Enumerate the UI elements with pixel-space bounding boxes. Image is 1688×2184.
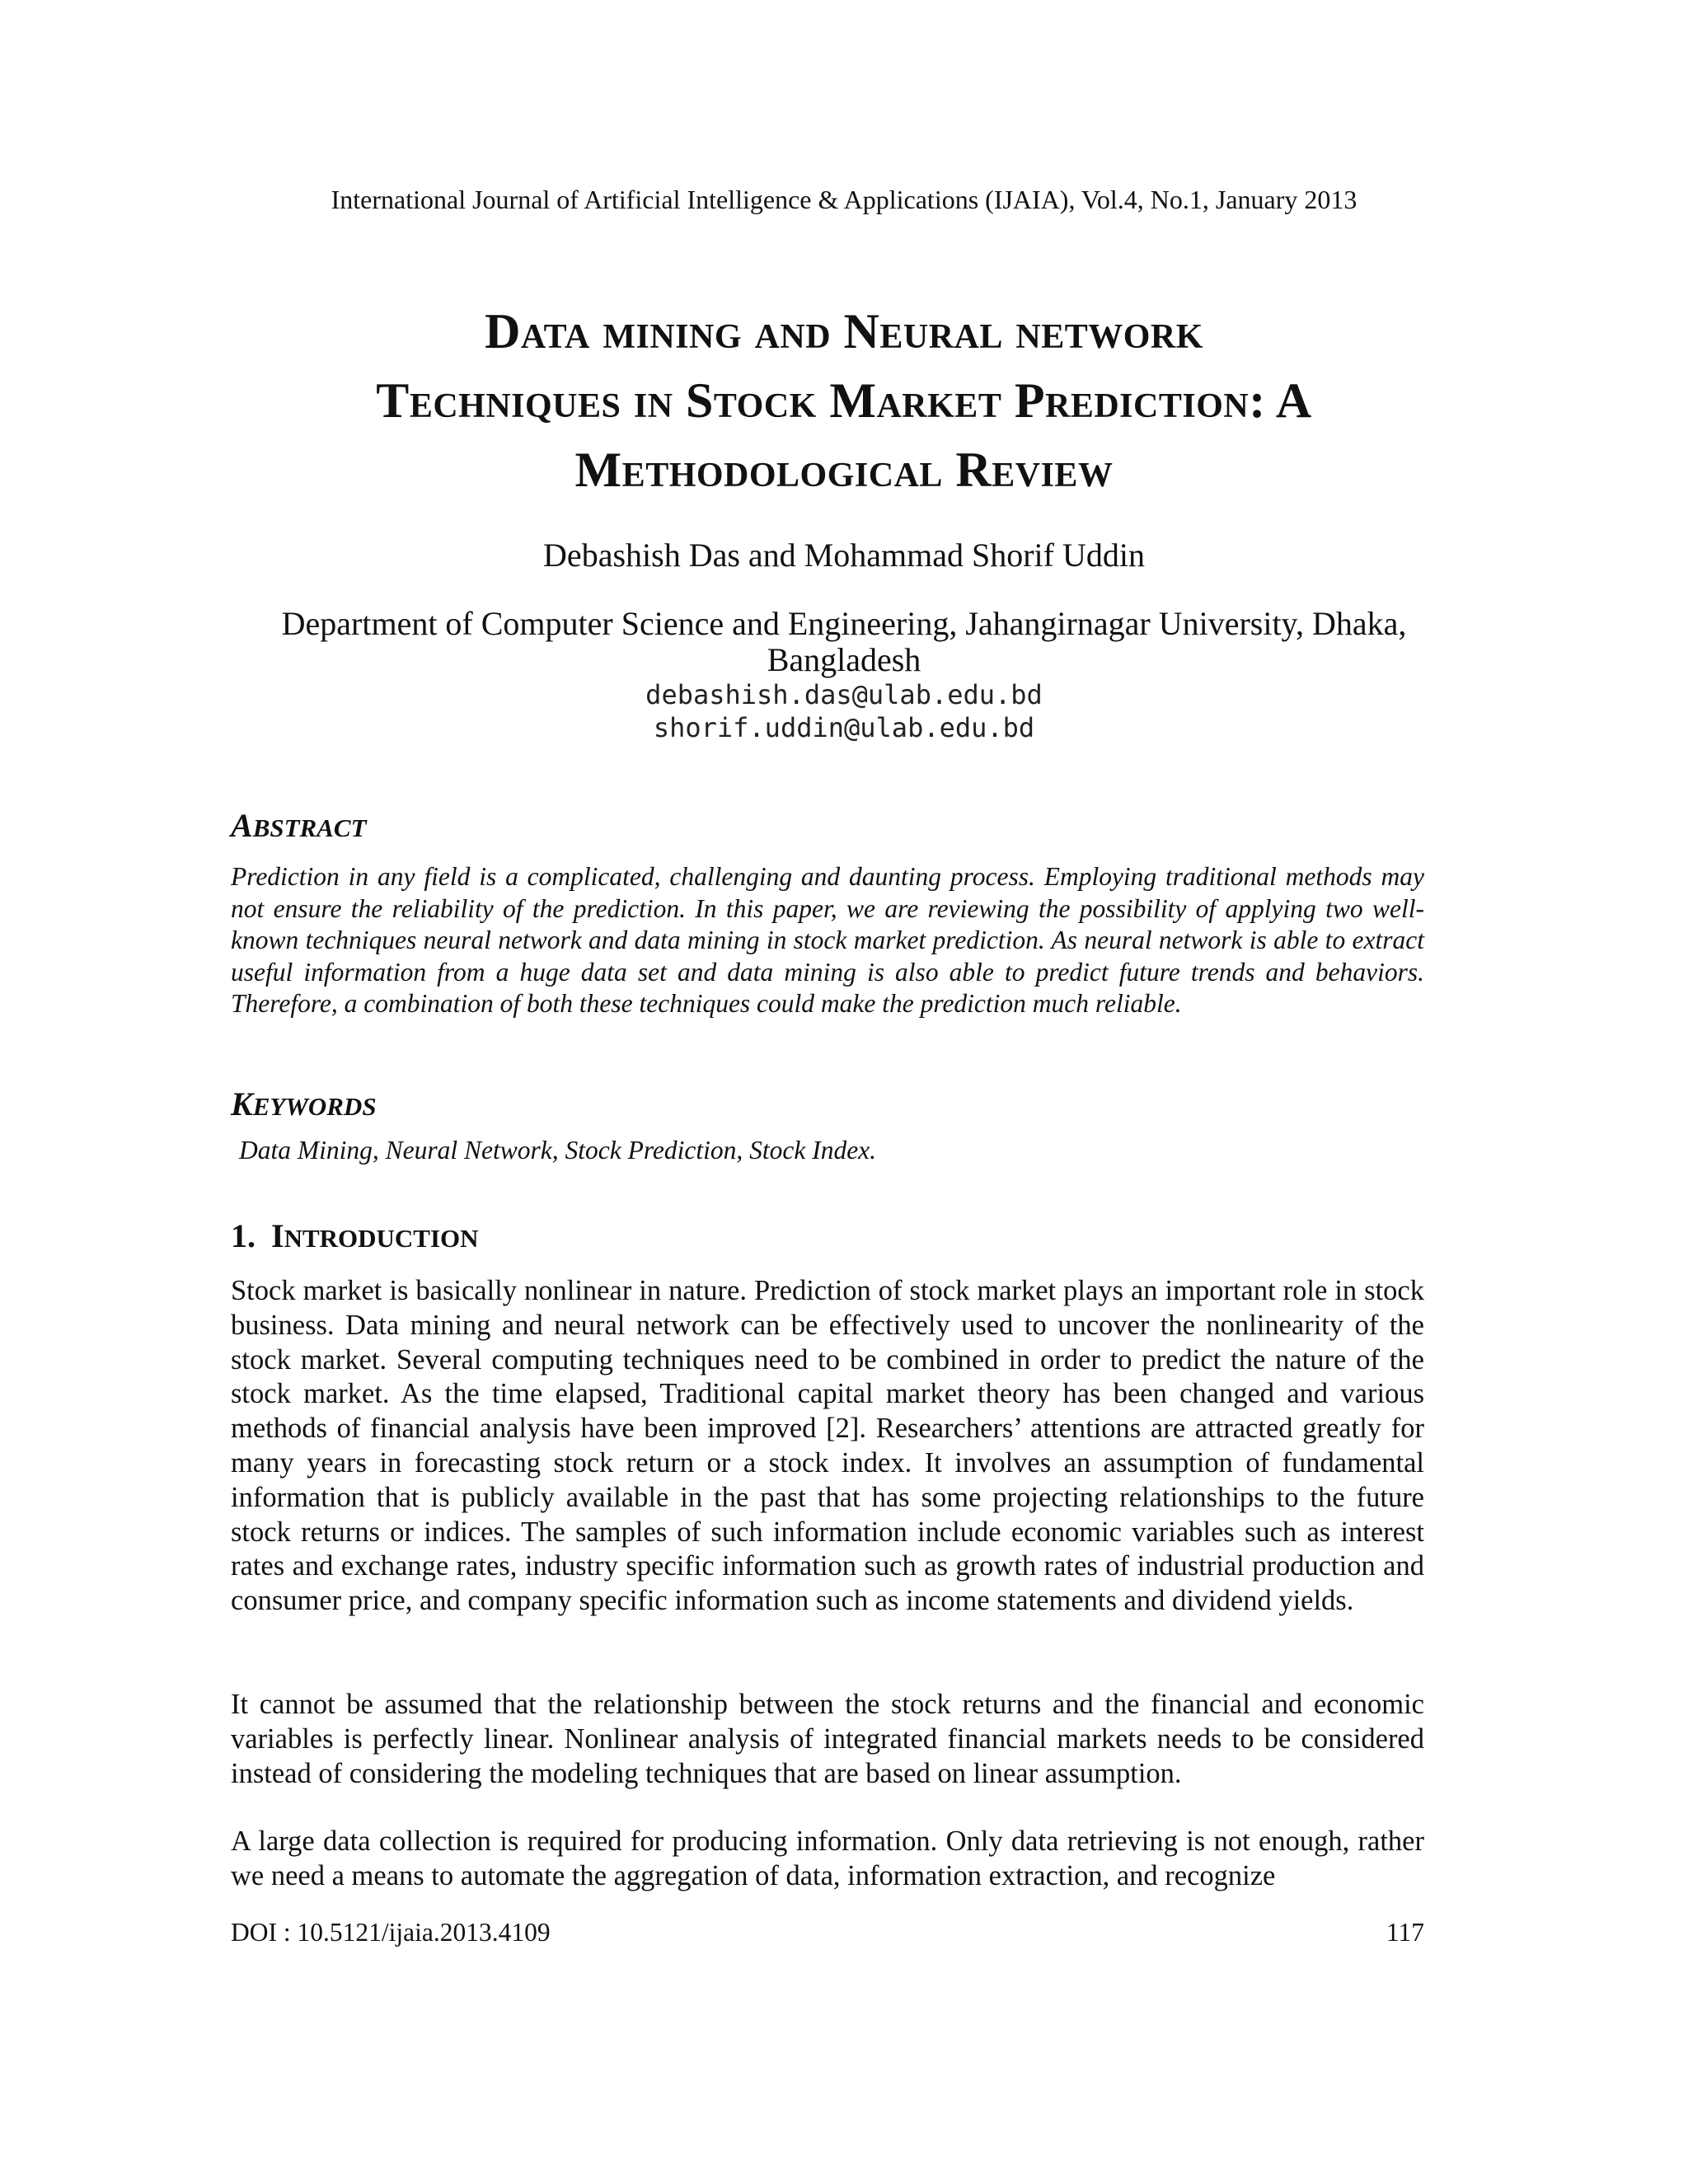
author-list: Debashish Das and Mohammad Shorif Uddin <box>543 537 1145 574</box>
abstract-text: Prediction in any field is a complicated, challenging and daunting process. Employing traditional methods may not ensure the reliability of the prediction. In this paper, we are reviewing the possibility of applying two well-known techniques neural network and data mining in stock market prediction. As neural network is able to extract useful information from a huge data set and data mining is also able to predict future trends and behaviors. Therefore, a combination of both these techniques could make the prediction much reliable. <box>231 862 1424 1019</box>
running-header: International Journal of Artificial Intelligence & Applications (IJAIA), Vol.4, No.1, January 2013 <box>331 185 1357 214</box>
paper-title <box>185 297 1503 504</box>
doi-footer: DOI : 10.5121/ijaia.2013.4109 <box>231 1918 551 1947</box>
abstract-heading-initial: A <box>231 807 253 844</box>
keywords-heading-rest: EYWORDS <box>252 1092 377 1121</box>
title-line-2: Techniques in Stock Market Prediction: A <box>376 373 1312 428</box>
author-email-1: debashish.das@ulab.edu.bd <box>645 679 1043 710</box>
page-number: 117 <box>1386 1918 1424 1947</box>
section-number: 1. <box>231 1217 256 1254</box>
affiliation-block <box>231 606 1457 744</box>
introduction-heading-rest: NTRODUCTION <box>284 1224 479 1253</box>
introduction-heading <box>231 1218 479 1257</box>
intro-paragraph-2: It cannot be assumed that the relationship between the stock returns and the financial and economic variables is perfectly linear. Nonlinear analysis of integrated financial markets needs to be considered instead of considering the modeling techniques that are based on linear assumption. <box>231 1689 1424 1789</box>
abstract-heading <box>231 808 367 846</box>
introduction-heading-initial: I <box>271 1217 284 1254</box>
keywords-text: Data Mining, Neural Network, Stock Prediction, Stock Index. <box>239 1136 877 1165</box>
keywords-heading <box>231 1086 377 1125</box>
intro-paragraph-3: A large data collection is required for producing information. Only data retrieving is not enough, rather we need a means to automate the aggregation of data, information extraction, and recognize <box>231 1825 1424 1891</box>
author-email-2: shorif.uddin@ulab.edu.bd <box>653 712 1035 743</box>
abstract-heading-rest: BSTRACT <box>252 813 367 842</box>
keywords-heading-initial: K <box>231 1085 253 1122</box>
intro-paragraph-1: Stock market is basically nonlinear in nature. Prediction of stock market plays an important role in stock business. Data mining and neural network can be effectively used to uncover the nonlinearity of the stock market. Several computing techniques need to be combined in order to predict the nature of the stock market. As the time elapsed, Traditional capital market theory has been changed and various methods of financial analysis have been improved [2]. Researchers’ attentions are attracted greatly for many years in forecasting stock return or a stock index. It involves an assumption of fundamental information that is publicly available in the past that has some projecting relationships to the future stock returns or indices. The samples of such information include economic variables such as interest rates and exchange rates, industry specific information such as growth rates of industrial production and consumer price, and company specific information such as income statements and dividend yields. <box>231 1275 1424 1617</box>
affiliation-line-2: Bangladesh <box>767 641 921 678</box>
title-line-3: Methodological Review <box>574 443 1114 497</box>
affiliation-line-1: Department of Computer Science and Engineering, Jahangirnagar University, Dhaka, <box>281 605 1407 642</box>
title-line-1: Data mining and Neural network <box>485 304 1203 359</box>
